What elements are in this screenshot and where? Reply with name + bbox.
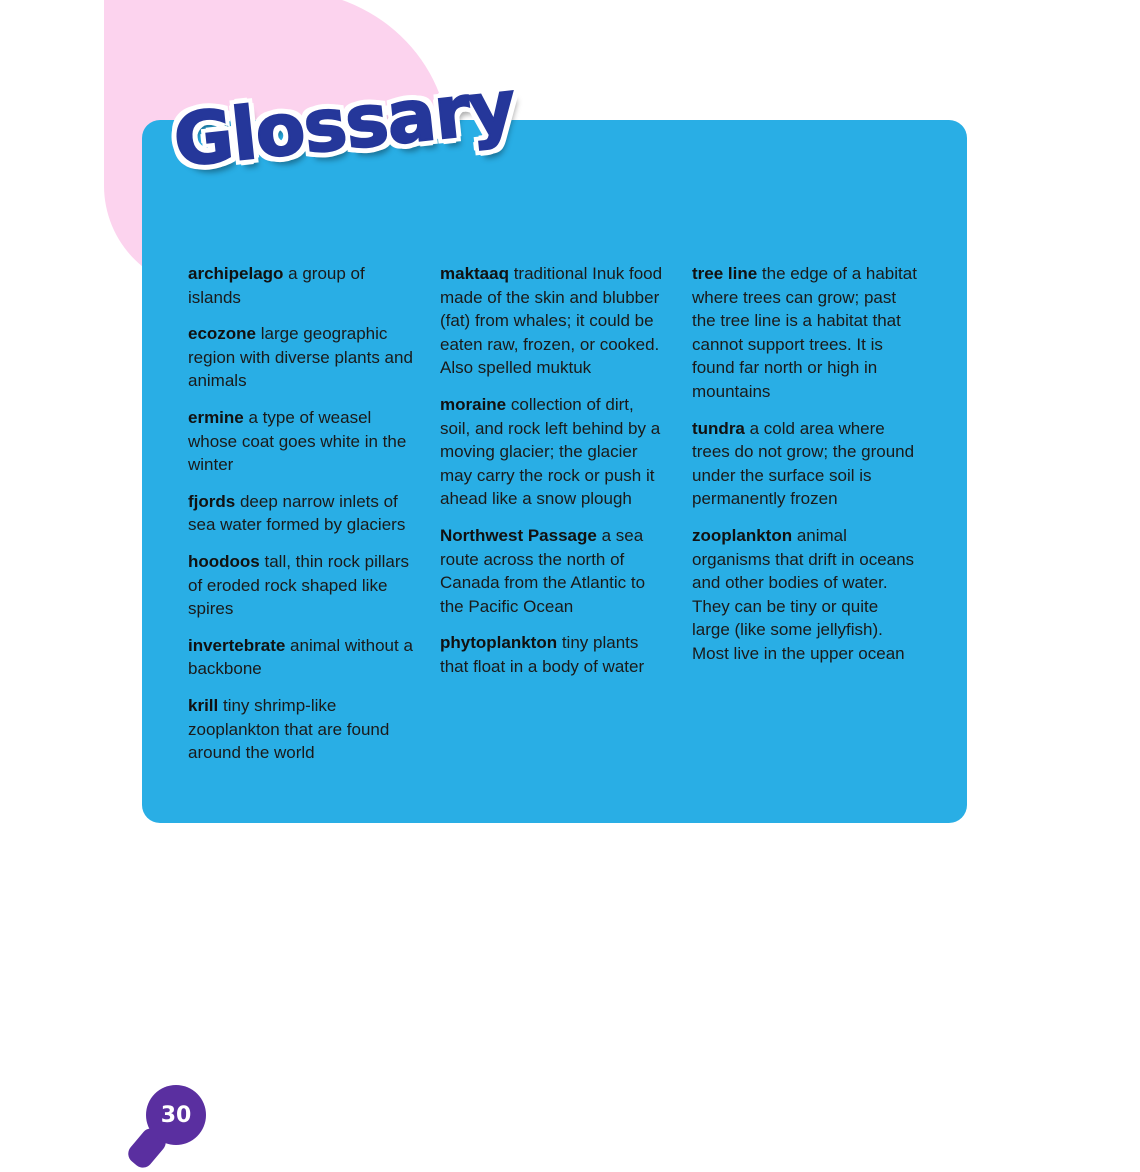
glossary-entry — [188, 550, 414, 621]
glossary-definition: deep narrow inlets of sea water formed by glaciers — [188, 491, 406, 535]
glossary-term: phytoplankton — [440, 633, 558, 653]
glossary-definition: a cold area where trees do not grow; the ground under the surface soil is permanently frozen — [692, 418, 915, 509]
glossary-definition: a group of islands — [188, 264, 365, 307]
glossary-entry — [188, 490, 414, 537]
glossary-entry — [440, 631, 666, 678]
glossary-entry — [440, 262, 666, 380]
glossary-entry — [692, 262, 918, 404]
glossary-entry — [692, 417, 918, 511]
glossary-entry — [188, 694, 414, 765]
glossary-entry — [188, 322, 414, 393]
glossary-entry — [440, 524, 666, 618]
glossary-definition: collection of dirt, soil, and rock left behind by a moving glacier; the glacier may carry the rock or push it ahead like a snow plough — [440, 394, 661, 509]
glossary-term: ermine — [188, 407, 244, 427]
glossary-definition: animal without a backbone — [188, 635, 413, 679]
glossary-definition: animal organisms that drift in oceans and other bodies of water. They can be tiny or quite large (like some jellyfish). Most live in the upper ocean — [692, 525, 915, 663]
glossary-term: ecozone — [188, 324, 257, 344]
glossary-column-1 — [188, 262, 414, 778]
glossary-definition: the edge of a habitat where trees can grow; past the tree line is a habitat that cannot support trees. It is found far north or high in mountains — [692, 264, 917, 401]
page-number-badge — [146, 1085, 206, 1145]
glossary-term: moraine — [440, 394, 507, 414]
glossary-term: tree line — [692, 264, 758, 283]
glossary-definition: tall, thin rock pillars of eroded rock shaped like spires — [188, 551, 410, 619]
glossary-definition: traditional Inuk food made of the skin and blubber (fat) from whales; it could be eaten raw, frozen, or cooked. Also spelled muktuk — [440, 264, 663, 378]
glossary-entry — [692, 524, 918, 666]
glossary-columns — [188, 262, 928, 778]
glossary-term: invertebrate — [188, 635, 286, 655]
glossary-term: archipelago — [188, 264, 284, 283]
glossary-term: krill — [188, 695, 219, 715]
glossary-term: Northwest Passage — [440, 525, 597, 545]
glossary-column-3 — [692, 262, 918, 778]
glossary-term: tundra — [692, 418, 745, 438]
glossary-definition: large geographic region with diverse plants and animals — [188, 324, 413, 391]
page-number: 30 — [160, 1102, 192, 1128]
glossary-entry — [440, 393, 666, 511]
glossary-definition: tiny plants that float in a body of water — [440, 633, 645, 676]
glossary-definition: a sea route across the north of Canada from the Atlantic to the Pacific Ocean — [440, 525, 646, 616]
glossary-entry — [188, 262, 414, 309]
glossary-column-2 — [440, 262, 666, 778]
glossary-definition: a type of weasel whose coat goes white in the winter — [188, 407, 407, 475]
glossary-definition: tiny shrimp-like zooplankton that are found around the world — [188, 695, 390, 763]
glossary-term: fjords — [188, 491, 236, 511]
glossary-entry — [188, 406, 414, 477]
glossary-entry — [188, 634, 414, 681]
glossary-term: zooplankton — [692, 525, 793, 545]
page-title: Glossary — [169, 63, 519, 183]
glossary-term: maktaaq — [440, 264, 509, 283]
glossary-term: hoodoos — [188, 551, 260, 571]
